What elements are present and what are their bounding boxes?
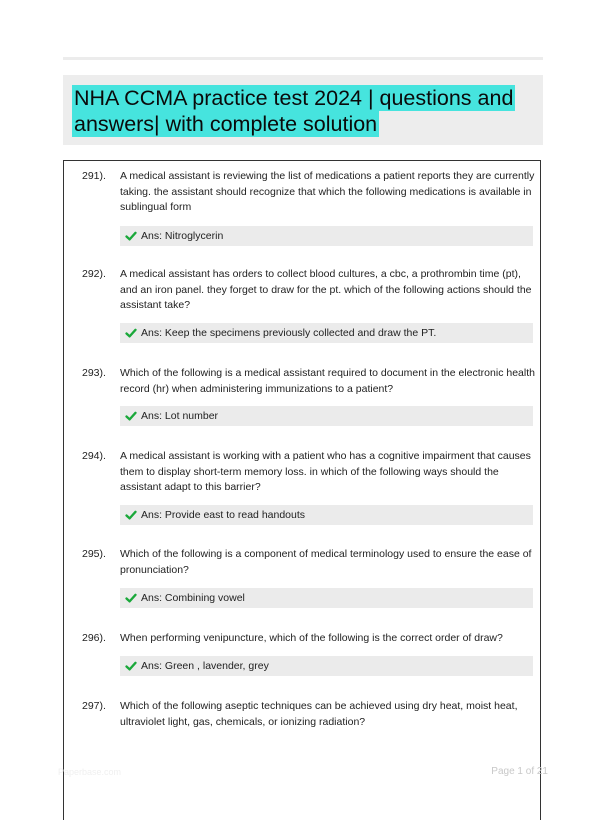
check-icon <box>125 592 137 604</box>
answer-box <box>120 588 533 608</box>
answer-text: Ans: Provide east to read handouts <box>141 509 306 521</box>
question-number: 291). <box>82 170 106 182</box>
answer-box <box>120 323 533 343</box>
answer-box <box>120 505 533 525</box>
question-text: Which of the following is a medical assistant required to document in the electronic health record (hr) when administering immunizations to a patient? <box>120 367 535 395</box>
answer-box <box>120 656 533 676</box>
question-text: A medical assistant has orders to collect blood cultures, a cbc, a prothrombin time (pt), and an iron panel. they forget to draw for the pt. which of the following actions should the assistant take? <box>120 268 532 311</box>
check-icon <box>125 660 137 672</box>
document-title <box>72 85 532 137</box>
question-text: A medical assistant is reviewing the list of medications a patient reports they are currently taking. the assistant should recognize that which the following medications is available in sublingual form <box>120 170 535 213</box>
answer-box <box>120 226 533 246</box>
question-number: 297). <box>82 700 106 712</box>
answer-box <box>120 406 533 426</box>
answer-text: Ans: Green , lavender, grey <box>141 660 269 672</box>
answer-text: Ans: Nitroglycerin <box>141 230 224 242</box>
check-icon <box>125 509 137 521</box>
question-text: Which of the following aseptic techniques can be achieved using dry heat, moist heat, ultraviolet light, gas, chemicals, or ionizing radiation? <box>120 700 518 728</box>
check-icon <box>125 230 137 242</box>
questions-panel <box>63 160 541 820</box>
question-number: 293). <box>82 367 106 379</box>
document-title-text: NHA CCMA practice test 2024 | questions and answers| with complete solution <box>74 86 514 136</box>
answer-text: Ans: Combining vowel <box>141 592 245 604</box>
answer-text: Ans: Keep the specimens previously collected and draw the PT. <box>141 327 437 339</box>
title-banner <box>63 75 543 145</box>
question-text: Which of the following is a component of medical terminology used to ensure the ease of pronunciation? <box>120 548 532 576</box>
page-number: Page 1 of 21 <box>491 766 548 777</box>
top-divider <box>63 57 543 60</box>
question-number: 294). <box>82 450 106 462</box>
footer-watermark: Paperbase.com <box>58 767 122 777</box>
question-number: 296). <box>82 632 106 644</box>
question-text: A medical assistant is working with a patient who has a cognitive impairment that causes them to display short-term memory loss. in which of the following ways should the assistant adapt to this barrier? <box>120 450 531 493</box>
question-number: 292). <box>82 268 106 280</box>
question-number: 295). <box>82 548 106 560</box>
check-icon <box>125 327 137 339</box>
answer-text: Ans: Lot number <box>141 410 219 422</box>
check-icon <box>125 410 137 422</box>
question-text: When performing venipuncture, which of the following is the correct order of draw? <box>120 632 503 644</box>
